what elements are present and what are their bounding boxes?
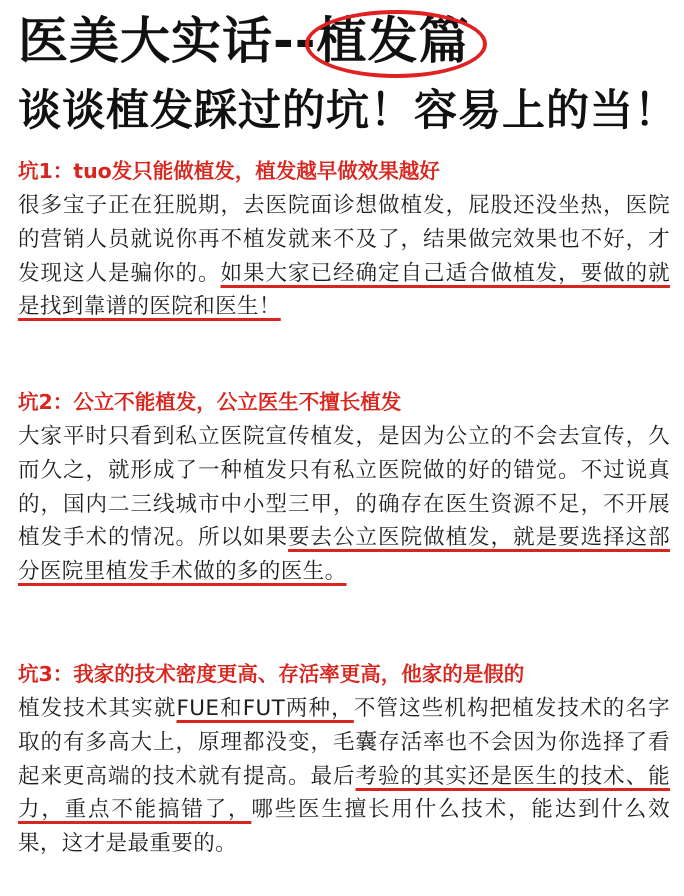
page-title: [18, 6, 678, 76]
body-text: 哪些医生擅长用什么技术，能达到什么效果，这才是最重要的。: [18, 797, 670, 857]
section-pit-1: [18, 153, 670, 324]
section-heading: 坑1：tuo发只能做植发，植发越早做效果越好: [18, 159, 440, 183]
section-body: [18, 189, 670, 324]
body-text: 不管这些机构把植发技术的名字取的有多高大上，原理都没变，毛囊存活率也不会因为你选择了看起来更高端的技术就有提高。最后: [18, 696, 670, 789]
body-text: 植发技术其实就: [18, 696, 177, 721]
section-pit-2: [18, 384, 670, 589]
section-body: [18, 692, 670, 861]
section-body: [18, 420, 670, 589]
underlined-emphasis: 如果大家已经确定自己适合做植发，要做的就是找到靠谱的医院和医生！: [18, 260, 670, 320]
body-text: 很多宝子正在狂脱期，去医院面诊想做植发，屁股还没坐热，医院的营销人员就说你再不植发就来不及了，结果做完效果也不好，才发现这人是骗你的。: [18, 193, 670, 286]
section-pit-3: [18, 656, 670, 861]
underlined-emphasis: 考验的其实还是医生的技术、能力，重点不能搞错了，: [18, 763, 670, 823]
red-circle-annotation: [305, 10, 487, 78]
section-heading: 坑3：我家的技术密度更高、存活率更高，他家的是假的: [18, 662, 525, 686]
section-heading: 坑2：公立不能植发，公立医生不擅长植发: [18, 390, 402, 414]
title-circled-highlight: [317, 6, 470, 76]
body-text: 大家平时只看到私立医院宣传植发，是因为公立的不会去宣传，久而久之，就形成了一种植发只有私立医院做的好的错觉。不过说真的，国内二三线城市中小型三甲，的确存在医生资源不足，不开展植发手术的情况。所以如果: [18, 424, 670, 551]
underlined-emphasis: 要去公立医院做植发，就是要选择这部分医院里植发手术做的多的医生。: [18, 525, 670, 585]
underlined-emphasis: FUE和FUT两种，: [176, 696, 354, 721]
page-subtitle: 谈谈植发踩过的坑！容易上的当！: [18, 86, 678, 136]
title-prefix: 医美大实话--: [18, 12, 317, 70]
title-circled-text: 植发篇: [316, 12, 470, 70]
